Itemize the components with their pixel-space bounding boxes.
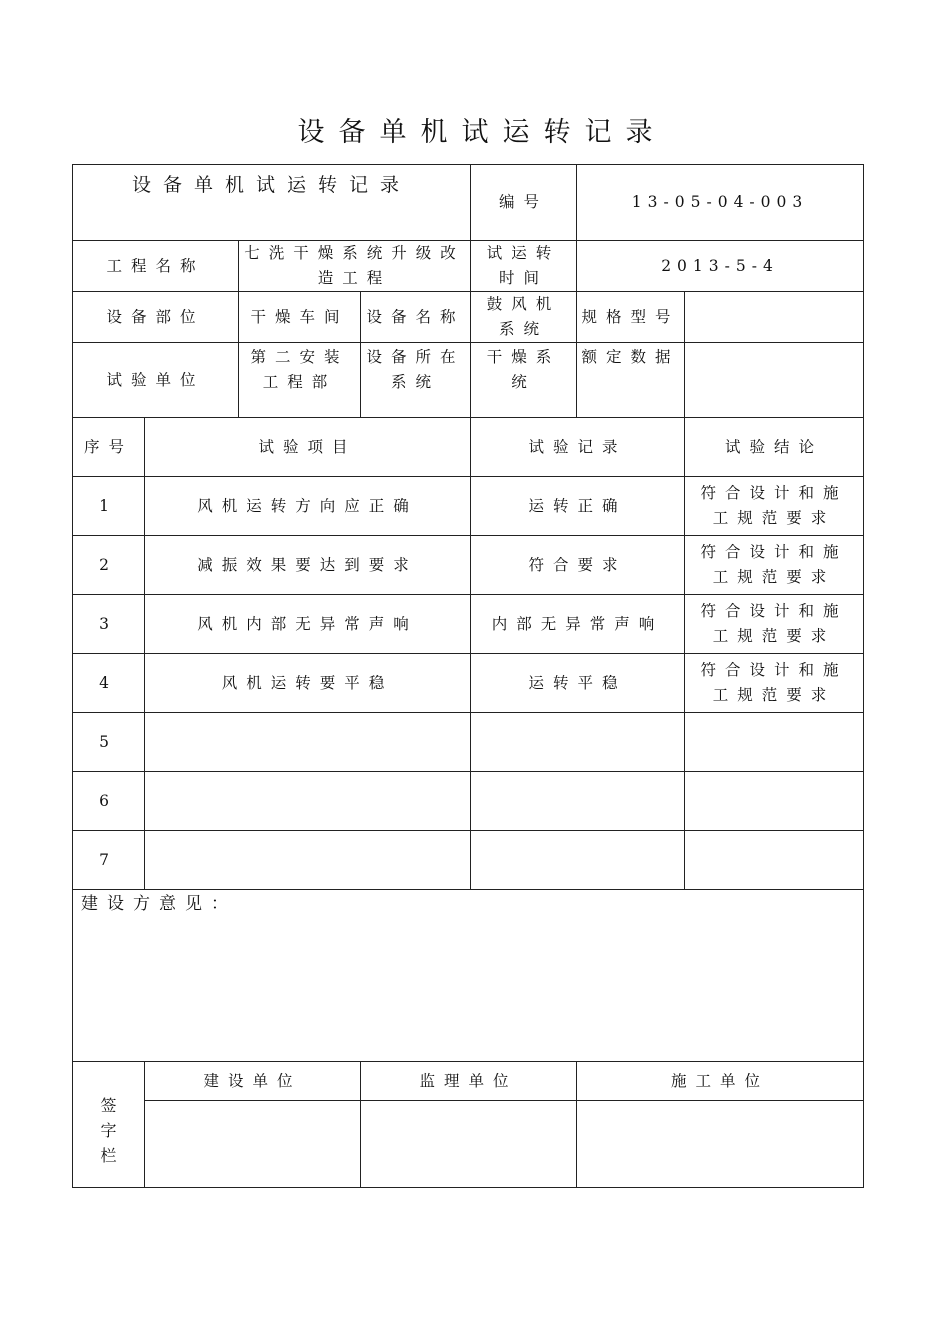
- column-header-seq: 序号: [73, 418, 145, 477]
- construction-unit-header: 施工单位: [577, 1062, 864, 1101]
- number-label: 编号: [471, 165, 577, 241]
- project-name-label: 工程名称: [73, 241, 239, 292]
- equipment-part-value: 干燥车间: [239, 292, 361, 343]
- row-conclusion: 符合设计和施工规范要求: [685, 536, 864, 595]
- equipment-name-value: 鼓风机系统: [471, 292, 577, 343]
- column-header-record: 试验记录: [471, 418, 685, 477]
- rated-data-label: 额定数据: [577, 343, 685, 418]
- signature-label-text: 签字栏: [100, 1096, 117, 1165]
- row-conclusion: 符合设计和施工规范要求: [685, 595, 864, 654]
- row-conclusion: 符合设计和施工规范要求: [685, 477, 864, 536]
- row-item: [145, 831, 471, 890]
- row-conclusion: 符合设计和施工规范要求: [685, 654, 864, 713]
- supervisor-unit-signature-area: [361, 1101, 577, 1188]
- row-conclusion: [685, 713, 864, 772]
- table-row: [73, 831, 864, 890]
- spec-model-label: 规格型号: [577, 292, 685, 343]
- owner-unit-signature-area: [145, 1101, 361, 1188]
- equipment-system-value: 干燥系统: [471, 343, 577, 418]
- table-row: [73, 536, 864, 595]
- row-seq: 5: [73, 713, 145, 772]
- row-record: 内部无异常声响: [471, 595, 685, 654]
- row-seq: 7: [73, 831, 145, 890]
- trial-time-value: 2013-5-4: [577, 241, 864, 292]
- signature-label: [73, 1062, 145, 1188]
- trial-run-record-table: [72, 164, 864, 1188]
- column-header-conclusion: 试验结论: [685, 418, 864, 477]
- test-unit-label: 试验单位: [73, 343, 239, 418]
- table-row: [73, 595, 864, 654]
- row-item: [145, 713, 471, 772]
- row-record: 运转平稳: [471, 654, 685, 713]
- row-item: 风机运转要平稳: [145, 654, 471, 713]
- row-record: 运转正确: [471, 477, 685, 536]
- row-seq: 4: [73, 654, 145, 713]
- project-name-value: 七洗干燥系统升级改造工程: [239, 241, 471, 292]
- number-value: 13-05-04-003: [577, 165, 864, 241]
- trial-time-label: 试运转时间: [471, 241, 577, 292]
- row-seq: 3: [73, 595, 145, 654]
- row-seq: 1: [73, 477, 145, 536]
- inner-title: 设备单机试运转记录: [73, 165, 471, 241]
- rated-data-value: [685, 343, 864, 418]
- table-row: [73, 713, 864, 772]
- row-conclusion: [685, 772, 864, 831]
- owner-unit-header: 建设单位: [145, 1062, 361, 1101]
- equipment-name-label: 设备名称: [361, 292, 471, 343]
- row-record: [471, 831, 685, 890]
- row-item: [145, 772, 471, 831]
- row-record: 符合要求: [471, 536, 685, 595]
- row-item: 减振效果要达到要求: [145, 536, 471, 595]
- test-unit-value: 第二安装工程部: [239, 343, 361, 418]
- owner-opinion-section: 建设方意见：: [73, 890, 864, 1062]
- row-conclusion: [685, 831, 864, 890]
- equipment-part-label: 设备部位: [73, 292, 239, 343]
- column-header-item: 试验项目: [145, 418, 471, 477]
- spec-model-value: [685, 292, 864, 343]
- equipment-system-label: 设备所在系统: [361, 343, 471, 418]
- row-record: [471, 713, 685, 772]
- row-item: 风机内部无异常声响: [145, 595, 471, 654]
- row-seq: 2: [73, 536, 145, 595]
- page-title: 设备单机试运转记录: [297, 117, 667, 148]
- table-row: [73, 772, 864, 831]
- row-record: [471, 772, 685, 831]
- construction-unit-signature-area: [577, 1101, 864, 1188]
- table-row: [73, 654, 864, 713]
- row-seq: 6: [73, 772, 145, 831]
- row-item: 风机运转方向应正确: [145, 477, 471, 536]
- supervisor-unit-header: 监理单位: [361, 1062, 577, 1101]
- table-row: [73, 477, 864, 536]
